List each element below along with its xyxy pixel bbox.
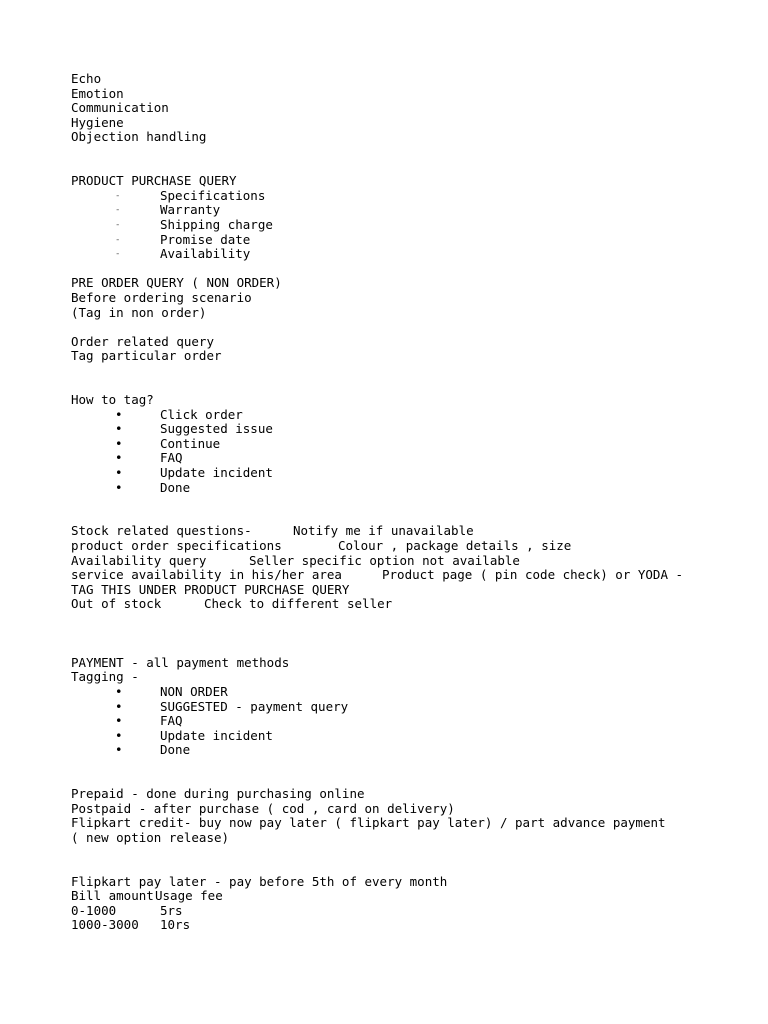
intro-block [71, 72, 751, 145]
dash-marker: - [115, 205, 121, 216]
text-line: TAG THIS UNDER PRODUCT PURCHASE QUERY [71, 581, 350, 597]
text-line [71, 597, 751, 612]
list-item [71, 437, 751, 452]
fee-range: 0-1000 [71, 902, 117, 918]
list-item [71, 743, 751, 758]
section-heading: PRODUCT PURCHASE QUERY [71, 173, 237, 189]
bullet-marker: • [115, 713, 123, 729]
list-item-text: Click order [160, 406, 243, 422]
stock-detail: Product page ( pin code check) or YODA - [382, 567, 684, 583]
header-usage-fee: Usage fee [155, 888, 223, 904]
bullet-marker: • [115, 742, 123, 758]
text-line: (Tag in non order) [71, 304, 207, 320]
list-item [71, 714, 751, 729]
text-line: Flipkart credit- buy now pay later ( flipkart pay later) / part advance payment [71, 815, 666, 831]
section-heading: PAYMENT - all payment methods [71, 654, 290, 670]
bullet-marker: • [115, 421, 123, 437]
list-item [71, 451, 751, 466]
text-line: Prepaid - done during purchasing online [71, 786, 365, 802]
section-heading: PRE ORDER QUERY ( NON ORDER) [71, 275, 282, 291]
bullet-marker: • [115, 406, 123, 422]
payment-types-section [71, 787, 751, 845]
intro-line: Emotion [71, 85, 124, 101]
list-item [71, 685, 751, 700]
document-page [71, 72, 751, 933]
list-item-text: Availability [160, 246, 251, 262]
section-heading: How to tag? [71, 392, 154, 408]
stock-topic: Out of stock [71, 596, 162, 612]
text-line: Tag particular order [71, 348, 222, 364]
text-line [71, 539, 751, 554]
list-item-text: Update incident [160, 465, 273, 481]
list-item-text: Update incident [160, 727, 273, 743]
bullet-marker: • [115, 479, 123, 495]
dash-marker: - [115, 249, 121, 260]
text-line [71, 554, 751, 569]
stock-detail: Check to different seller [204, 596, 393, 612]
list-item [71, 218, 751, 233]
stock-topic: Stock related questions- [71, 523, 252, 539]
preorder-section [71, 276, 751, 320]
text-line [71, 568, 751, 583]
fee-range: 1000-3000 [71, 917, 139, 933]
bullet-marker: • [115, 465, 123, 481]
list-item-text: Specifications [160, 187, 266, 203]
fee-value: 5rs [160, 902, 183, 918]
list-item [71, 247, 751, 262]
stock-topic: product order specifications [71, 538, 282, 553]
bullet-marker: • [115, 450, 123, 466]
intro-line: Objection handling [71, 129, 207, 145]
list-item-text: Shipping charge [160, 216, 273, 232]
stock-topic: service availability in his/her area [71, 567, 342, 583]
text-line: Postpaid - after purchase ( cod , card on delivery) [71, 800, 455, 816]
list-item-text: FAQ [160, 713, 183, 729]
fee-table-row [71, 904, 751, 919]
fee-table-row [71, 918, 751, 933]
list-item [71, 422, 751, 437]
list-item [71, 408, 751, 423]
bullet-marker: • [115, 683, 123, 699]
list-item-text: Done [160, 479, 191, 495]
list-item [71, 466, 751, 481]
text-line: Before ordering scenario [71, 289, 252, 305]
stock-detail: Seller specific option not available [249, 552, 520, 568]
howto-section [71, 393, 751, 495]
purchase-section [71, 174, 751, 262]
stock-topic: Availability query [71, 552, 207, 568]
list-item-text: FAQ [160, 450, 183, 466]
paylater-section [71, 875, 751, 933]
list-item-text: Promise date [160, 231, 251, 247]
fee-table-header [71, 889, 751, 904]
list-item [71, 203, 751, 218]
header-bill-amount: Bill amount [71, 888, 154, 904]
bullet-marker: • [115, 698, 123, 714]
dash-marker: - [115, 234, 121, 245]
list-item-text: SUGGESTED - payment query [160, 698, 349, 714]
intro-line: Communication [71, 100, 169, 116]
section-heading: Flipkart pay later - pay before 5th of every month [71, 873, 448, 889]
text-line: Tagging - [71, 669, 139, 685]
dash-marker: - [115, 219, 121, 230]
intro-line: Echo [71, 71, 102, 86]
list-item-text: Warranty [160, 202, 221, 218]
list-item [71, 233, 751, 248]
stock-section [71, 524, 751, 612]
order-section [71, 335, 751, 364]
text-line: ( new option release) [71, 829, 230, 845]
text-line: Order related query [71, 333, 214, 349]
text-line [71, 524, 751, 539]
list-item [71, 729, 751, 744]
intro-line: Hygiene [71, 114, 124, 130]
list-item-text: Suggested issue [160, 421, 273, 437]
dash-marker: - [115, 190, 121, 201]
list-item [71, 481, 751, 496]
fee-value: 10rs [160, 917, 191, 933]
stock-detail: Colour , package details , size [338, 538, 572, 553]
stock-detail: Notify me if unavailable [293, 523, 474, 539]
bullet-marker: • [115, 727, 123, 743]
list-item [71, 700, 751, 715]
list-item [71, 189, 751, 204]
list-item-text: Continue [160, 435, 221, 451]
list-item-text: Done [160, 742, 191, 758]
list-item-text: NON ORDER [160, 683, 228, 699]
payment-section [71, 656, 751, 758]
bullet-marker: • [115, 435, 123, 451]
